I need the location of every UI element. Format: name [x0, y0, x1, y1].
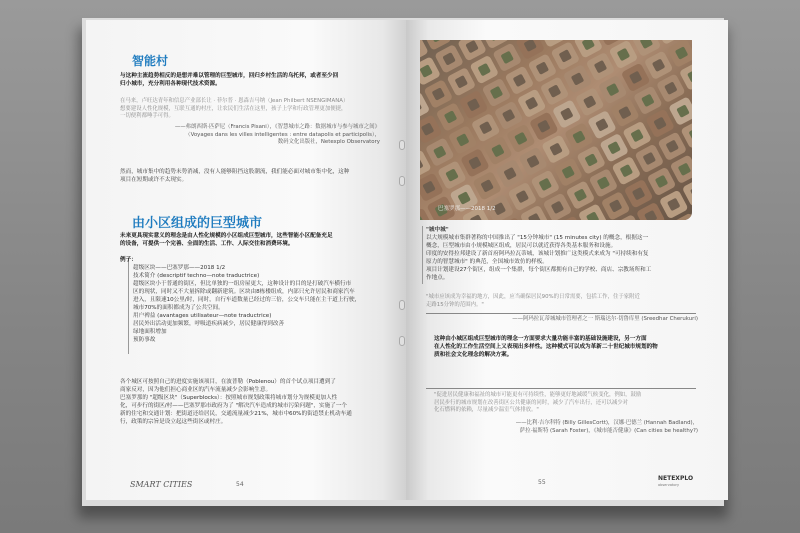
quote-block-1: 在马来，卢旺达青年和信息产业部长让 · 菲尔普 · 恩森吉马纳（Jean Philbert NSENGIMANA） 想要建设人性化规模，互联互通的村庄，让农民们生活在这里，孩子上学和行政管理更加便捷， 一切便利都唾手可得。 [120, 98, 349, 120]
left-page [86, 20, 408, 500]
page-number-left: 54 [236, 481, 244, 488]
binding-ring [399, 300, 405, 310]
brand-name-right: NETEXPLO [658, 475, 694, 482]
quote-rule-top [426, 313, 696, 314]
right-quote-2: "促进居民健康和福祉的城市可能更有可持续性，能够更好地减缓气候变化，例如，鼓励 居民步行的城市规划在改善街区公共健康的同时，减少了汽车出行，还可以减少对 化石燃料的依赖，尽量减少温室气体排放。" [434, 392, 642, 414]
photo-caption: 巴塞罗那——2018 1/2 [438, 206, 496, 212]
intro-paragraph-2: 未来更具现实意义的理念是由人性化规模的小区组成巨型城市，这些智能小区配备充足 的设备，可提供一个完善、全面的生活、工作、人际交往和消费环境。 [120, 233, 333, 247]
brand-logo-right [658, 476, 693, 488]
right-text-2: 这种由小城区组成巨型城市的理念一方面要求大量功能丰富的基础设施建设，另一方面 在人性化的工作生活空间上又表现出多样性。这种模式可以成为革新二十世纪城市规划的物 质和社会文化理念的解决方案。 [434, 336, 658, 358]
binding-ring [399, 336, 405, 346]
example-side-rule [128, 258, 129, 354]
quote-source-1: ——弗朗西斯·匹萨尼（Francis Pisani），《智慧城市之路：数据城市与参与城市之间》 （Voyages dans les villes intelligentes : entre datapolis et participolis）， 数码文化出版社，Netexplo Observatory [174, 124, 380, 146]
section-label: "城中城" [426, 227, 449, 233]
brand-logo-left: SMART CITIES [130, 480, 193, 489]
text-side-rule [422, 226, 423, 284]
right-text-1: 以大规模城市集群著称的中国推出了 "15分钟城市" (15 minutes city) 的概念，根据这一 概念，巨型城市由小规模城区组成，居民可以就近获得各类基本服务和设施。 印度的安得拉邦建设了新首府阿玛拉瓦蒂城，该城计划推广这类模式来成为 "可持续和有复 原力的智慧城市" 的典范，全国城市效仿的样板。 项目计划建设27个街区，组成一个集群，每个街区都拥有自己的学校、商店、宗教场所和工 作地点。 [426, 235, 652, 281]
brand-sub-right: observatory [658, 483, 680, 487]
heading-smart-village: 智能村 [132, 54, 169, 68]
heading-megacity: 由小区组成的巨型城市 [132, 216, 263, 231]
example-title: 例子： [120, 257, 137, 263]
example-block: 超级区块——巴塞罗那——2018 1/2 技术简介 (descriptif techno—note traductrice) 超级区块小于普通的街区，但比单独的一组房屋更大，这种设计的目的是打破汽车横行市 区的现状，同时又不大量拆除或翻新建筑。区块由8栋楼组成，内部只允许居民和商家汽车 进入，且限速10公里/时，同时，自行车道数量已经过的三倍，公交车只能在主干道上行驶， 城市70%的面积都成为了公共空间。 用户裨益 (avantages utilisateur—note traductrice) 居民外出活动更加频繁，呼吸道疾病减少，居民健康得到改善 绿地面积增加 预防事故 [133, 265, 361, 343]
paragraph-2: 各个城区可按照自己的进度实施该项目，在波普勒（Poblenou）的首个试点项目遭到了 商家反对，因为他们担心商业区的汽车流量减少会影响生意。 巴塞罗那的 "超级区块"（Superblocks）：按照城市规划政策将城市划分为规模更加人性 化，可步行的街区/村——巴塞罗那市政府为了 "解决汽车造成的城市污染问题"，实施了一个 新的住宅和交通计划：把街道还给居民，交通流量减少21%，城市中60%的街道禁止机动车通 行，政策的宗旨是设立起这些街区或村庄。 [120, 379, 352, 425]
right-quote-source-1: ——阿玛拉瓦蒂城城市管理者之一 斯瑞达尔·切鲁库里 (Sreedhar Cherukuri) [512, 316, 698, 322]
paragraph-1: 然而，城市集中的趋势未势消减，没有人能够阻挡这股潮流，我们能必面对城市集中化，这种 项目在短期或许不太现实。 [120, 169, 350, 183]
page-number-right: 55 [538, 479, 546, 486]
right-quote-1: "城市应该成为幸福的地方，因此，应当确保居民90%的日常需要，包括工作，住于家附近 走路15分钟的范围内。" [426, 294, 640, 308]
right-page [406, 20, 728, 500]
intro-paragraph: 与这种主流趋势相反的是想并难以管理的巨型城市，回归乡村生活的乌托邦，或者至少回 归小城市，充分利用各种现代技术资源。 [120, 73, 339, 87]
quote-rule-2 [426, 388, 696, 389]
barcelona-aerial-photo [420, 40, 692, 220]
binding-ring [399, 176, 405, 186]
city-blocks-graphic [420, 40, 692, 220]
right-quote-source-2: ——比利·吉尔科特 (Billy GillesCortt)，汉娜·巴德兰 (Hannah Badland)， 萨拉·福斯特 (Sarah Foster)，《城市能否健康》(Can cities be healthy?) [515, 420, 698, 434]
binding-ring [399, 140, 405, 150]
